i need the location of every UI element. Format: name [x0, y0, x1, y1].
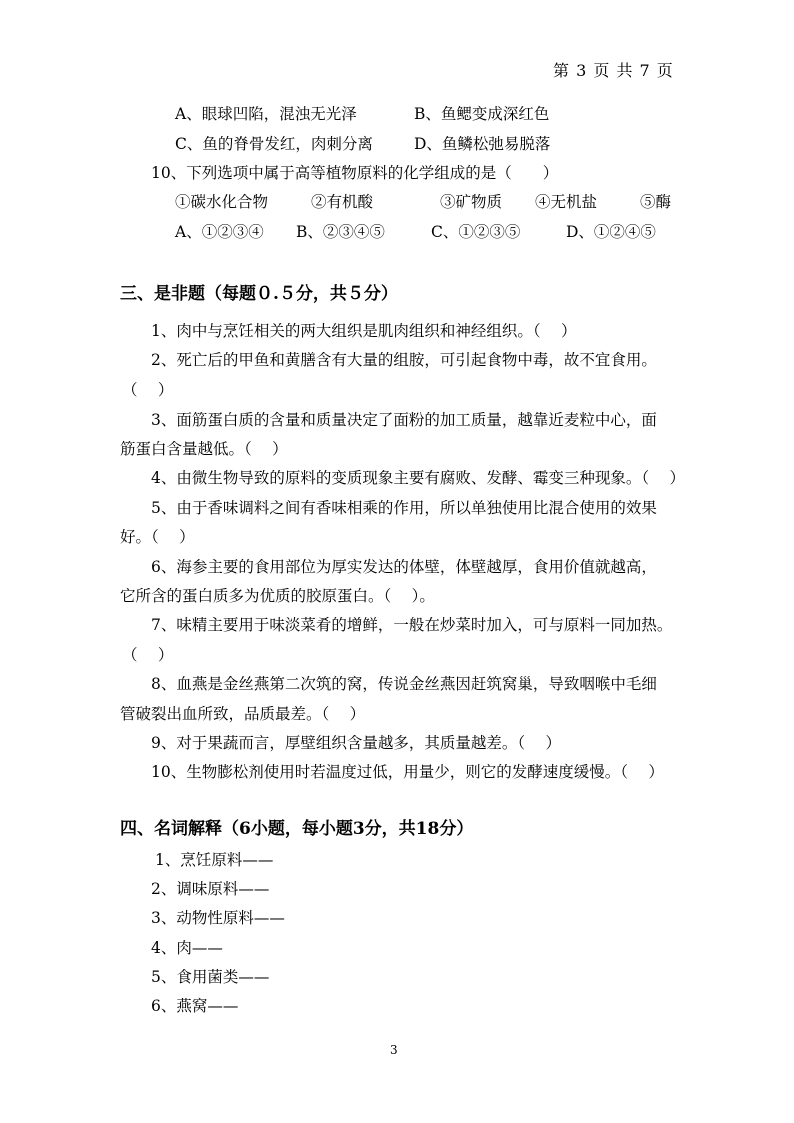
tf-line: 7、味精主要用于味淡菜肴的增鲜，一般在炒菜时加入，可与原料一同加热。: [151, 616, 673, 634]
q10-option-c: C、①②③⑤: [431, 223, 521, 241]
term-item: 1、烹饪原料——: [155, 851, 274, 869]
q10-item-3: ③矿物质: [440, 193, 503, 211]
tf-line: 10、生物膨松剂使用时若温度过低，用量少，则它的发酵速度缓慢。（ ）: [151, 763, 664, 781]
q9-option-a: A、眼球凹陷，混浊无光泽: [175, 105, 357, 123]
tf-line: 1、肉中与烹饪相关的两大组织是肌肉组织和神经组织。（ ）: [151, 322, 577, 340]
tf-line: 8、血燕是金丝燕第二次筑的窝，传说金丝燕因赶筑窝巢，导致咽喉中毛细: [151, 675, 657, 693]
tf-line: 9、对于果蔬而言，厚壁组织含量越多，其质量越差。（ ）: [151, 734, 562, 752]
tf-line: 2、死亡后的甲鱼和黄膳含有大量的组胺，可引起食物中毒，故不宜食用。: [151, 351, 657, 369]
q10-item-5: ⑤酶: [640, 193, 672, 211]
tf-line: 4、由微生物导致的原料的变质现象主要有腐败、发酵、霉变三种现象。（ ）: [151, 469, 686, 487]
q10-item-2: ②有机酸: [311, 193, 374, 211]
q9-option-d: D、鱼鳞松弛易脱落: [414, 135, 551, 153]
tf-line: 5、由于香味调料之间有香味相乘的作用，所以单独使用比混合使用的效果: [151, 499, 657, 517]
q10-item-4: ④无机盐: [535, 193, 598, 211]
q9-option-c: C、鱼的脊骨发红，肉刺分离: [175, 135, 373, 153]
tf-line: 3、面筋蛋白质的含量和质量决定了面粉的加工质量，越靠近麦粒中心，面: [151, 411, 657, 429]
page-number: 3: [390, 1043, 398, 1057]
tf-line: （ ）: [122, 381, 174, 399]
section3-title: 三、是非题（每题０.５分，共５分）: [120, 284, 398, 304]
tf-line: （ ）: [122, 646, 174, 664]
section4-title: 四、名词解释（6小题，每小题3分，共18分）: [120, 819, 474, 839]
page-header-label: 第 3 页 共 7 页: [553, 61, 674, 80]
q10-stem: 10、下列选项中属于高等植物原料的化学组成的是（ ）: [151, 164, 559, 182]
q10-option-a: A、①②③④: [175, 223, 264, 241]
term-item: 3、动物性原料——: [151, 909, 285, 927]
term-item: 2、调味原料——: [151, 880, 270, 898]
tf-line: 6、海参主要的食用部位为厚实发达的体壁，体壁越厚，食用价值就越高，: [151, 558, 657, 576]
tf-line: 筋蛋白含量越低。（ ）: [120, 440, 288, 458]
term-item: 5、食用菌类——: [151, 968, 270, 986]
q9-option-b: B、鱼鳃变成深红色: [414, 105, 550, 123]
tf-line: 好。（ ）: [120, 528, 195, 546]
tf-line: 管破裂出血所致，品质最差。（ ）: [120, 705, 366, 723]
term-item: 6、燕窝——: [151, 997, 239, 1015]
q10-item-1: ①碳水化合物: [175, 193, 269, 211]
tf-line: 它所含的蛋白质多为优质的胶原蛋白。（ ）。: [120, 587, 435, 605]
term-item: 4、肉——: [151, 939, 223, 957]
q10-option-d: D、①②④⑤: [566, 223, 656, 241]
q10-option-b: B、②③④⑤: [296, 223, 385, 241]
